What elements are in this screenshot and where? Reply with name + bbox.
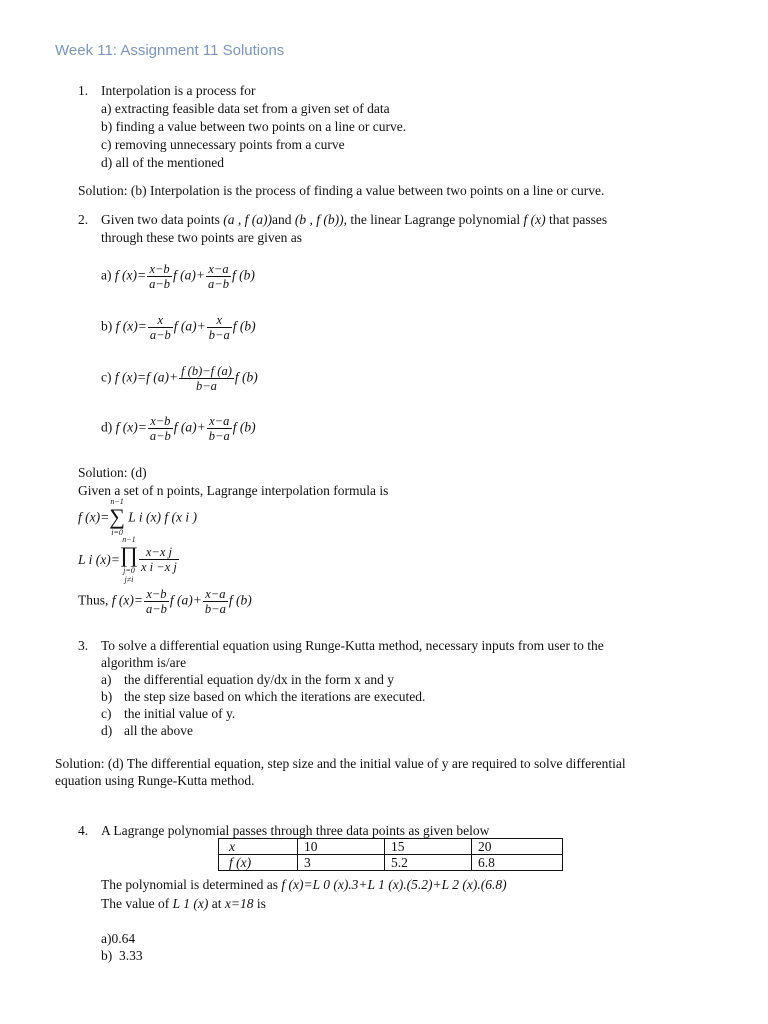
table-cell: 15 (385, 839, 472, 855)
table-cell: 3 (298, 855, 385, 871)
q3-option-d: all the above (124, 723, 193, 738)
lagrange-basis-formula: L i (x)= n−1 ∏ j=0 j≠i $\frac{\text{x−x j}}{\text{x i −x j}}$ (78, 535, 177, 584)
q1-option-d: d) all of the mentioned (101, 155, 224, 170)
q3-solution-line1: Solution: (d) The differential equation, step size and the initial value of y are required to solve differential (55, 756, 626, 771)
q3-text-line1: To solve a differential equation using Runge-Kutta method, necessary inputs from user to the (101, 638, 604, 653)
q3-option-b-label: b) (101, 689, 113, 704)
q4-value-line: The value of L 1 (x) at x=18 is (101, 896, 266, 911)
table-cell: 6.8 (472, 855, 563, 871)
q2-option-b: b) f (x)= $\frac{x}{a-b}$ f (a)+ $\frac{x}{b-a}$ f (b) (101, 313, 256, 342)
table-cell: x (219, 839, 298, 855)
q1-option-b: b) finding a value between two points on a line or curve. (101, 119, 407, 134)
q3-option-a-label: a) (101, 672, 112, 687)
q2-text-line2: through these two points are given as (101, 230, 302, 245)
q1-option-a: a) extracting feasible data set from a given set of data (101, 101, 390, 116)
q2-number: 2. (78, 212, 89, 227)
q2-solution-text: Given a set of n points, Lagrange interpolation formula is (78, 483, 389, 498)
q3-option-c: the initial value of y. (124, 706, 236, 721)
q3-number: 3. (78, 638, 89, 653)
q3-solution-line2: equation using Runge-Kutta method. (55, 773, 255, 788)
data-points-table (218, 838, 563, 871)
q2-thus-result: Thus, f (x)= $\frac{x-b}{a-b}$ f (a)+ $\frac{x-a}{b-a}$ f (b) (78, 587, 252, 616)
q1-solution: Solution: (b) Interpolation is the process of finding a value between two points on a line or curve. (78, 183, 605, 198)
q2-option-c: c) f (x)=f (a)+ $\frac{f (b)-f (a)}{b-a}$ f (b) (101, 364, 258, 393)
q3-text-line2: algorithm is/are (101, 655, 187, 670)
q4-polynomial-eq: f (x)=L 0 (x).3+L 1 (x).(5.2)+L 2 (x).(6.8) (281, 877, 507, 892)
q3-option-a: the differential equation dy/dx in the form x and y (124, 672, 395, 687)
table-cell: 10 (298, 839, 385, 855)
table-cell: 5.2 (385, 855, 472, 871)
q2-option-a: a) f (x)= $\frac{x-b}{a-b}$ f (a)+ $\frac{x-a}{a-b}$ f (b) (101, 262, 255, 291)
q2-point-a: (a , f (a)) (223, 212, 272, 227)
table-row (219, 839, 563, 855)
table-cell: f (x) (219, 855, 298, 871)
q2-option-d: d) f (x)= $\frac{x-b}{a-b}$ f (a)+ $\frac{x-a}{b-a}$ f (b) (101, 414, 256, 443)
q1-option-c: c) removing unnecessary points from a curve (101, 137, 345, 152)
table-cell: 20 (472, 839, 563, 855)
q3-option-b: the step size based on which the iterations are executed. (124, 689, 426, 704)
q2-text: Given two data points (a , f (a))and (b , f (b)), the linear Lagrange polynomial f (x) that passes (101, 212, 608, 227)
q3-option-d-label: d) (101, 723, 113, 738)
q1-text: Interpolation is a process for (101, 83, 256, 98)
table-row (219, 855, 563, 871)
q4-text: A Lagrange polynomial passes through three data points as given below (101, 823, 490, 838)
q1-number: 1. (78, 83, 89, 98)
q3-option-c-label: c) (101, 706, 112, 721)
q2-point-b: (b , f (b)) (294, 212, 344, 227)
q4-option-b: b) 3.33 (101, 948, 143, 963)
page-title: Week 11: Assignment 11 Solutions (55, 42, 285, 59)
q2-solution-label: Solution: (d) (78, 465, 147, 480)
q4-option-a: a)0.64 (101, 931, 136, 946)
lagrange-sum-formula: f (x)= n−1 ∑ i=0 L i (x) f (x i ) (78, 497, 198, 537)
q4-number: 4. (78, 823, 89, 838)
q4-polynomial-line: The polynomial is determined as f (x)=L 0 (x).3+L 1 (x).(5.2)+L 2 (x).(6.8) (101, 877, 507, 892)
